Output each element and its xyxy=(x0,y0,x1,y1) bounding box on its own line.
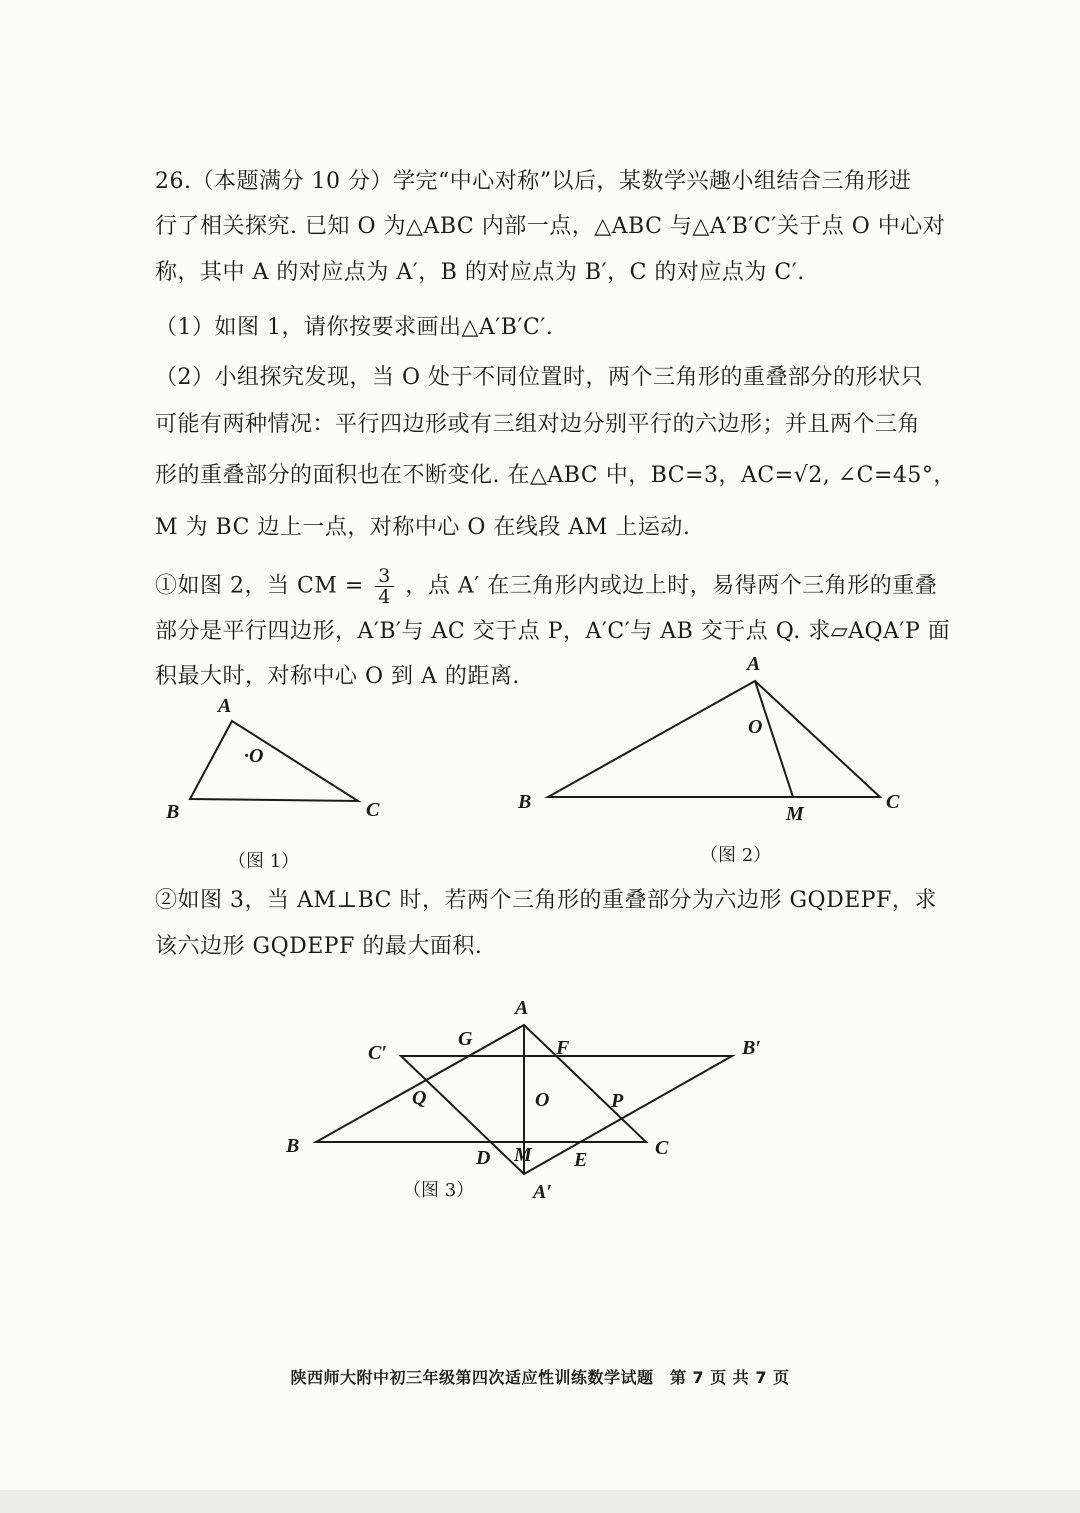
fraction-numerator: 3 xyxy=(375,566,394,587)
fig3-label-o: O xyxy=(535,1089,550,1111)
fig1-label-a: A xyxy=(218,695,232,717)
figure-3-caption: （图 3） xyxy=(403,1180,475,1201)
fig3-label-b-prime: B′ xyxy=(742,1037,761,1059)
fig2-label-a: A xyxy=(747,653,761,675)
part-1-text: （1）如图 1，请你按要求画出△A′B′C′. xyxy=(155,315,554,340)
fig3-label-g: G xyxy=(458,1028,473,1050)
fig3-label-e: E xyxy=(574,1149,588,1171)
question-1-line-3: 积最大时，对称中心 O 到 A 的距离. xyxy=(155,664,520,689)
question-1-line-2: 部分是平行四边形，A′B′与 AC 交于点 P，A′C′与 AB 交于点 Q. 求▱AQA′P 面 xyxy=(155,619,951,644)
fig1-label-b: B xyxy=(166,801,180,823)
page-footer: 陕西师大附中初三年级第四次适应性训练数学试题 第 7 页 共 7 页 xyxy=(290,1368,790,1387)
fraction-denominator: 4 xyxy=(378,586,391,608)
part-2-line-4: M 为 BC 边上一点，对称中心 O 在线段 AM 上运动. xyxy=(155,515,691,540)
fig2-label-m: M xyxy=(786,803,804,825)
problem-line-3: 称，其中 A 的对应点为 A′，B 的对应点为 B′，C 的对应点为 C′. xyxy=(155,260,805,285)
problem-line-2: 行了相关探究. 已知 O 为△ABC 内部一点，△ABC 与△A′B′C′关于点 O 中心对 xyxy=(155,214,946,239)
figure-1-triangle-abc xyxy=(190,721,358,801)
fig2-label-o: O xyxy=(748,716,763,738)
question-2-line-2: 该六边形 GQDEPF 的最大面积. xyxy=(155,934,483,959)
fig3-label-c-prime: C′ xyxy=(368,1042,387,1064)
figure-1-caption: （图 1） xyxy=(228,851,300,872)
figure-1 xyxy=(190,721,358,801)
fig3-label-f: F xyxy=(556,1037,570,1059)
fig2-label-c: C xyxy=(886,791,900,813)
figure-2 xyxy=(548,681,880,797)
figure-2-triangle-abc xyxy=(548,681,880,797)
part-2-line-1: （2）小组探究发现，当 O 处于不同位置时，两个三角形的重叠部分的形状只 xyxy=(155,365,924,390)
fig3-label-m: M xyxy=(514,1144,532,1166)
fig1-label-o: ·O xyxy=(244,745,264,767)
fig1-label-c: C xyxy=(366,799,380,821)
fig3-label-p: P xyxy=(611,1090,624,1112)
question-2-line-1: ②如图 3，当 AM⊥BC 时，若两个三角形的重叠部分为六边形 GQDEPF，求 xyxy=(155,888,937,913)
figure-3-triangle-a-prime xyxy=(401,1056,732,1174)
fig3-label-d: D xyxy=(476,1147,491,1169)
fig3-label-a: A xyxy=(515,997,529,1019)
question-1-rest: ，点 A′ 在三角形内或边上时，易得两个三角形的重叠 xyxy=(405,573,938,599)
fig2-label-b: B xyxy=(518,791,532,813)
fig3-label-c: C xyxy=(655,1137,669,1159)
scan-bottom-edge xyxy=(0,1490,1080,1513)
part-2-line-3: 形的重叠部分的面积也在不断变化. 在△ABC 中，BC=3，AC=√2, ∠C=45°， xyxy=(155,463,956,488)
fig3-label-q: Q xyxy=(412,1087,427,1109)
part-2-line-2: 可能有两种情况：平行四边形或有三组对边分别平行的六边形；并且两个三角 xyxy=(155,412,921,437)
fig3-label-a-prime: A′ xyxy=(533,1181,552,1203)
figure-2-caption: （图 2） xyxy=(700,845,772,866)
question-1-lead: ①如图 2，当 CM = xyxy=(155,573,364,599)
figure-3-triangle-abc xyxy=(316,1025,646,1142)
fig3-label-b: B xyxy=(286,1135,300,1157)
problem-line-1: 26.（本题满分 10 分）学完“中心对称”以后，某数学兴趣小组结合三角形进 xyxy=(155,169,912,194)
